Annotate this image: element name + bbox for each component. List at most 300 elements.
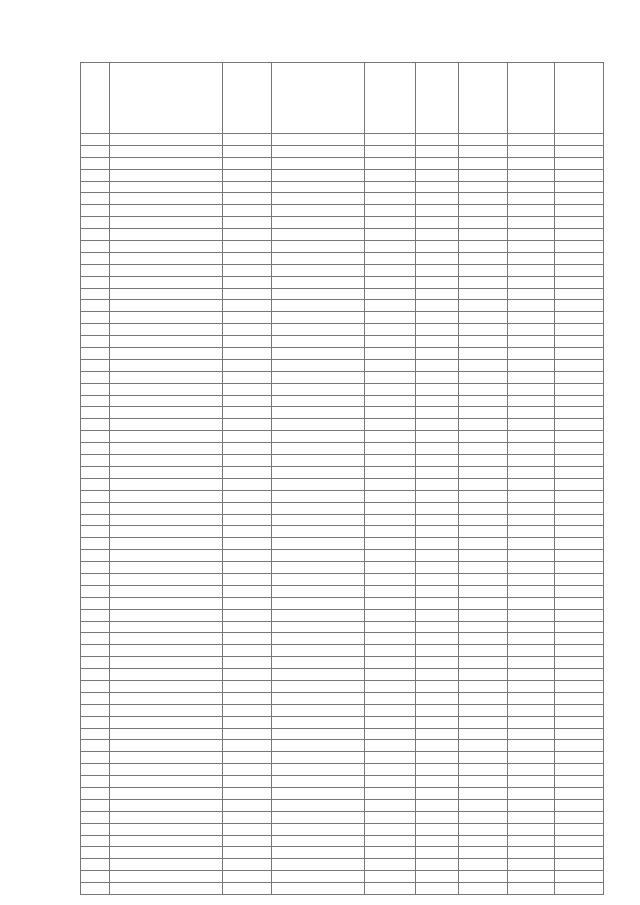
empty-cell <box>459 455 508 467</box>
empty-cell <box>459 585 508 597</box>
value-cell <box>555 252 604 264</box>
value-cell <box>555 63 604 134</box>
area-cell <box>416 823 459 835</box>
area-cell <box>416 276 459 288</box>
table-row <box>81 419 604 431</box>
area-cell <box>416 336 459 348</box>
empty-cell <box>459 609 508 621</box>
table-row <box>81 526 604 538</box>
land-category-cell <box>272 823 365 835</box>
permitted-use-cell <box>365 597 416 609</box>
table-row <box>81 205 604 217</box>
empty-cell <box>459 883 508 895</box>
empty-cell <box>459 348 508 360</box>
row-number-cell <box>81 181 110 193</box>
rate-cell <box>508 740 555 752</box>
rate-cell <box>508 276 555 288</box>
value-cell <box>555 859 604 871</box>
table-row <box>81 383 604 395</box>
area-cell <box>416 680 459 692</box>
land-category-cell <box>272 645 365 657</box>
rate-cell <box>508 217 555 229</box>
row-number-cell <box>81 704 110 716</box>
permitted-use-cell <box>365 455 416 467</box>
value-cell <box>555 241 604 253</box>
row-number-cell <box>81 764 110 776</box>
row-number-cell <box>81 348 110 360</box>
value-cell <box>555 336 604 348</box>
empty-cell <box>459 538 508 550</box>
row-number-cell <box>81 466 110 478</box>
permitted-use-cell <box>365 181 416 193</box>
area-cell <box>416 157 459 169</box>
value-cell <box>555 157 604 169</box>
rate-cell <box>508 752 555 764</box>
empty-cell <box>459 229 508 241</box>
land-plot-table <box>80 62 604 895</box>
land-category-cell <box>272 609 365 621</box>
address-cell <box>223 383 272 395</box>
empty-cell <box>459 371 508 383</box>
rate-cell <box>508 181 555 193</box>
table-row <box>81 538 604 550</box>
table-row <box>81 740 604 752</box>
address-cell <box>223 157 272 169</box>
address-cell <box>223 348 272 360</box>
rate-cell <box>508 704 555 716</box>
permitted-use-cell <box>365 883 416 895</box>
rate-cell <box>508 514 555 526</box>
value-cell <box>555 371 604 383</box>
cadastral-number-cell <box>110 348 223 360</box>
area-cell <box>416 645 459 657</box>
cadastral-number-cell <box>110 134 223 146</box>
row-number-cell <box>81 134 110 146</box>
row-number-cell <box>81 145 110 157</box>
table-row <box>81 787 604 799</box>
permitted-use-cell <box>365 431 416 443</box>
value-cell <box>555 431 604 443</box>
address-cell <box>223 740 272 752</box>
cadastral-number-cell <box>110 585 223 597</box>
empty-cell <box>459 252 508 264</box>
table-row <box>81 609 604 621</box>
permitted-use-cell <box>365 871 416 883</box>
empty-cell <box>459 336 508 348</box>
area-cell <box>416 526 459 538</box>
cadastral-number-cell <box>110 490 223 502</box>
value-cell <box>555 621 604 633</box>
area-cell <box>416 704 459 716</box>
area-cell <box>416 692 459 704</box>
table-row <box>81 63 604 134</box>
permitted-use-cell <box>365 193 416 205</box>
area-cell <box>416 609 459 621</box>
permitted-use-cell <box>365 348 416 360</box>
permitted-use-cell <box>365 609 416 621</box>
permitted-use-cell <box>365 371 416 383</box>
row-number-cell <box>81 811 110 823</box>
empty-cell <box>459 181 508 193</box>
value-cell <box>555 883 604 895</box>
table-row <box>81 847 604 859</box>
address-cell <box>223 692 272 704</box>
area-cell <box>416 431 459 443</box>
address-cell <box>223 597 272 609</box>
permitted-use-cell <box>365 300 416 312</box>
permitted-use-cell <box>365 811 416 823</box>
cadastral-number-cell <box>110 312 223 324</box>
permitted-use-cell <box>365 752 416 764</box>
address-cell <box>223 205 272 217</box>
rate-cell <box>508 371 555 383</box>
cadastral-number-cell <box>110 526 223 538</box>
row-number-cell <box>81 300 110 312</box>
permitted-use-cell <box>365 134 416 146</box>
value-cell <box>555 538 604 550</box>
row-number-cell <box>81 324 110 336</box>
land-category-cell <box>272 811 365 823</box>
empty-cell <box>459 312 508 324</box>
address-cell <box>223 134 272 146</box>
area-cell <box>416 787 459 799</box>
row-number-cell <box>81 823 110 835</box>
land-category-cell <box>272 692 365 704</box>
permitted-use-cell <box>365 276 416 288</box>
land-category-cell <box>272 669 365 681</box>
cadastral-number-cell <box>110 288 223 300</box>
land-category-cell <box>272 288 365 300</box>
rate-cell <box>508 443 555 455</box>
area-cell <box>416 514 459 526</box>
value-cell <box>555 573 604 585</box>
empty-cell <box>459 217 508 229</box>
empty-cell <box>459 276 508 288</box>
area-cell <box>416 740 459 752</box>
permitted-use-cell <box>365 490 416 502</box>
rate-cell <box>508 680 555 692</box>
row-number-cell <box>81 859 110 871</box>
cadastral-number-cell <box>110 502 223 514</box>
permitted-use-cell <box>365 359 416 371</box>
area-cell <box>416 312 459 324</box>
area-cell <box>416 502 459 514</box>
empty-cell <box>459 645 508 657</box>
address-cell <box>223 312 272 324</box>
address-cell <box>223 490 272 502</box>
empty-cell <box>459 205 508 217</box>
row-number-cell <box>81 645 110 657</box>
empty-cell <box>459 288 508 300</box>
rate-cell <box>508 145 555 157</box>
rate-cell <box>508 300 555 312</box>
row-number-cell <box>81 264 110 276</box>
area-cell <box>416 241 459 253</box>
row-number-cell <box>81 799 110 811</box>
address-cell <box>223 264 272 276</box>
rate-cell <box>508 871 555 883</box>
empty-cell <box>459 657 508 669</box>
row-number-cell <box>81 692 110 704</box>
table-row <box>81 336 604 348</box>
rate-cell <box>508 134 555 146</box>
empty-cell <box>459 835 508 847</box>
permitted-use-cell <box>365 728 416 740</box>
land-category-cell <box>272 621 365 633</box>
empty-cell <box>459 692 508 704</box>
value-cell <box>555 312 604 324</box>
row-number-cell <box>81 835 110 847</box>
rate-cell <box>508 859 555 871</box>
land-category-cell <box>272 359 365 371</box>
value-cell <box>555 704 604 716</box>
value-cell <box>555 740 604 752</box>
cadastral-number-cell <box>110 395 223 407</box>
area-cell <box>416 169 459 181</box>
table-row <box>81 455 604 467</box>
address-cell <box>223 633 272 645</box>
area-cell <box>416 752 459 764</box>
address-cell <box>223 847 272 859</box>
value-cell <box>555 799 604 811</box>
area-cell <box>416 871 459 883</box>
land-category-cell <box>272 336 365 348</box>
area-cell <box>416 835 459 847</box>
cadastral-number-cell <box>110 466 223 478</box>
table-row <box>81 597 604 609</box>
empty-cell <box>459 550 508 562</box>
cadastral-number-cell <box>110 811 223 823</box>
value-cell <box>555 526 604 538</box>
rate-cell <box>508 835 555 847</box>
empty-cell <box>459 63 508 134</box>
table-row <box>81 550 604 562</box>
value-cell <box>555 169 604 181</box>
land-category-cell <box>272 597 365 609</box>
value-cell <box>555 181 604 193</box>
permitted-use-cell <box>365 669 416 681</box>
permitted-use-cell <box>365 538 416 550</box>
permitted-use-cell <box>365 859 416 871</box>
value-cell <box>555 811 604 823</box>
row-number-cell <box>81 383 110 395</box>
row-number-cell <box>81 490 110 502</box>
address-cell <box>223 752 272 764</box>
value-cell <box>555 324 604 336</box>
value-cell <box>555 633 604 645</box>
land-category-cell <box>272 490 365 502</box>
empty-cell <box>459 145 508 157</box>
permitted-use-cell <box>365 336 416 348</box>
row-number-cell <box>81 502 110 514</box>
table-row <box>81 193 604 205</box>
table-row <box>81 217 604 229</box>
area-cell <box>416 538 459 550</box>
rate-cell <box>508 621 555 633</box>
rate-cell <box>508 490 555 502</box>
area-cell <box>416 324 459 336</box>
permitted-use-cell <box>365 241 416 253</box>
empty-cell <box>459 859 508 871</box>
row-number-cell <box>81 419 110 431</box>
rate-cell <box>508 764 555 776</box>
cadastral-number-cell <box>110 300 223 312</box>
empty-cell <box>459 407 508 419</box>
land-category-cell <box>272 63 365 134</box>
row-number-cell <box>81 407 110 419</box>
area-cell <box>416 597 459 609</box>
address-cell <box>223 145 272 157</box>
row-number-cell <box>81 288 110 300</box>
value-cell <box>555 229 604 241</box>
area-cell <box>416 205 459 217</box>
address-cell <box>223 193 272 205</box>
value-cell <box>555 145 604 157</box>
area-cell <box>416 455 459 467</box>
empty-cell <box>459 526 508 538</box>
address-cell <box>223 657 272 669</box>
table-row <box>81 883 604 895</box>
address-cell <box>223 514 272 526</box>
cadastral-number-cell <box>110 764 223 776</box>
row-number-cell <box>81 657 110 669</box>
rate-cell <box>508 419 555 431</box>
cadastral-number-cell <box>110 692 223 704</box>
row-number-cell <box>81 312 110 324</box>
value-cell <box>555 728 604 740</box>
permitted-use-cell <box>365 229 416 241</box>
cadastral-number-cell <box>110 169 223 181</box>
row-number-cell <box>81 787 110 799</box>
value-cell <box>555 871 604 883</box>
rate-cell <box>508 823 555 835</box>
value-cell <box>555 597 604 609</box>
value-cell <box>555 645 604 657</box>
row-number-cell <box>81 478 110 490</box>
row-number-cell <box>81 585 110 597</box>
table-row <box>81 407 604 419</box>
land-category-cell <box>272 859 365 871</box>
area-cell <box>416 443 459 455</box>
rate-cell <box>508 538 555 550</box>
table-row <box>81 395 604 407</box>
address-cell <box>223 276 272 288</box>
value-cell <box>555 502 604 514</box>
cadastral-number-cell <box>110 823 223 835</box>
cadastral-number-cell <box>110 193 223 205</box>
cadastral-number-cell <box>110 799 223 811</box>
land-category-cell <box>272 550 365 562</box>
value-cell <box>555 300 604 312</box>
value-cell <box>555 466 604 478</box>
table-row <box>81 371 604 383</box>
cadastral-number-cell <box>110 704 223 716</box>
address-cell <box>223 324 272 336</box>
empty-cell <box>459 704 508 716</box>
empty-cell <box>459 871 508 883</box>
address-cell <box>223 169 272 181</box>
address-cell <box>223 288 272 300</box>
address-cell <box>223 526 272 538</box>
address-cell <box>223 669 272 681</box>
empty-cell <box>459 134 508 146</box>
permitted-use-cell <box>365 157 416 169</box>
empty-cell <box>459 597 508 609</box>
empty-cell <box>459 431 508 443</box>
land-category-cell <box>272 419 365 431</box>
permitted-use-cell <box>365 823 416 835</box>
permitted-use-cell <box>365 145 416 157</box>
rate-cell <box>508 669 555 681</box>
cadastral-number-cell <box>110 883 223 895</box>
empty-cell <box>459 621 508 633</box>
area-cell <box>416 395 459 407</box>
empty-cell <box>459 562 508 574</box>
empty-cell <box>459 799 508 811</box>
permitted-use-cell <box>365 312 416 324</box>
rate-cell <box>508 562 555 574</box>
address-cell <box>223 728 272 740</box>
rate-cell <box>508 252 555 264</box>
land-category-cell <box>272 205 365 217</box>
land-category-cell <box>272 300 365 312</box>
table-row <box>81 776 604 788</box>
permitted-use-cell <box>365 562 416 574</box>
value-cell <box>555 134 604 146</box>
address-cell <box>223 455 272 467</box>
permitted-use-cell <box>365 252 416 264</box>
value-cell <box>555 585 604 597</box>
cadastral-number-cell <box>110 431 223 443</box>
area-cell <box>416 859 459 871</box>
empty-cell <box>459 633 508 645</box>
address-cell <box>223 871 272 883</box>
table-row <box>81 229 604 241</box>
address-cell <box>223 181 272 193</box>
land-category-cell <box>272 657 365 669</box>
cadastral-number-cell <box>110 728 223 740</box>
table-row <box>81 276 604 288</box>
land-category-cell <box>272 716 365 728</box>
value-cell <box>555 752 604 764</box>
table-row <box>81 443 604 455</box>
empty-cell <box>459 740 508 752</box>
value-cell <box>555 359 604 371</box>
table-row <box>81 562 604 574</box>
table-row <box>81 252 604 264</box>
empty-cell <box>459 264 508 276</box>
address-cell <box>223 63 272 134</box>
value-cell <box>555 395 604 407</box>
empty-cell <box>459 300 508 312</box>
row-number-cell <box>81 205 110 217</box>
area-cell <box>416 490 459 502</box>
land-category-cell <box>272 787 365 799</box>
land-category-cell <box>272 348 365 360</box>
rate-cell <box>508 728 555 740</box>
table-row <box>81 264 604 276</box>
area-cell <box>416 181 459 193</box>
permitted-use-cell <box>365 680 416 692</box>
rate-cell <box>508 324 555 336</box>
value-cell <box>555 562 604 574</box>
address-cell <box>223 823 272 835</box>
address-cell <box>223 229 272 241</box>
land-category-cell <box>272 157 365 169</box>
row-number-cell <box>81 229 110 241</box>
area-cell <box>416 764 459 776</box>
value-cell <box>555 276 604 288</box>
